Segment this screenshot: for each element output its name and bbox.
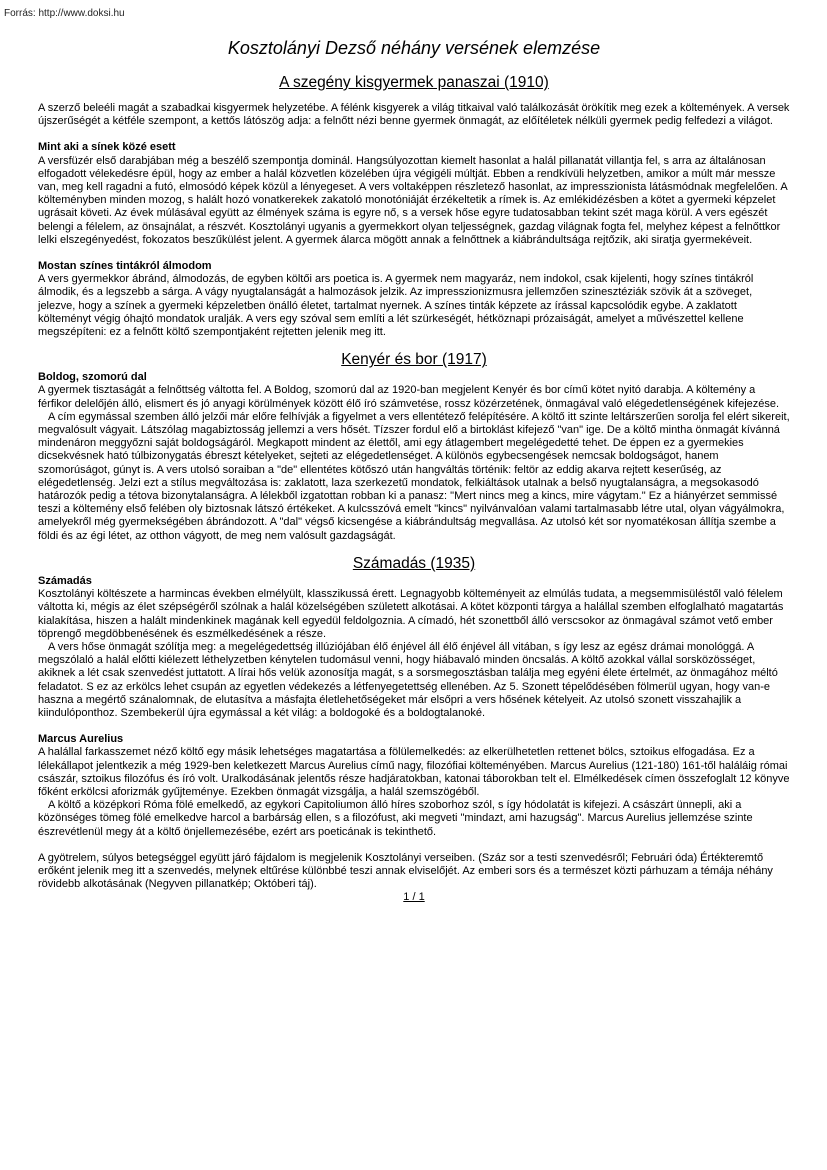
source-label: Forrás: http://www.doksi.hu <box>4 8 125 19</box>
poem-heading: Boldog, szomorú dal <box>38 371 147 384</box>
section-title: Kenyér és bor (1917) <box>341 351 487 369</box>
poem-heading: Mint aki a sínek közé esett <box>38 141 176 154</box>
page-indicator: 1 / 1 <box>403 891 425 904</box>
section-title: Számadás (1935) <box>352 554 476 572</box>
section-intro: A szerző beleéli magát a szabadkai kisgyermek helyzetébe. A félénk kisgyerek a világ titkaival való találkozását örökítik meg ezek a költemények. A versek újszerűségét a kétféle szempont, a kettős látószög adja: a felnőtt nézi benne gyermek önmagát, az előítéletek nélküli gyermek pedig felfedezi a világot. <box>38 102 790 128</box>
paragraph: A vers gyermekkor ábránd, álmodozás, de egyben költői ars poetica is. A gyermek nem magyaráz, nem indokol, csak kijelenti, hogy színes tintákról álmodik, és a legszebb a sárga. A vágy nyugtalanságát a halmozások jelzik. Az impresszionizmusra jellemzően szinesztéziák szövik át a szöveget, jelezve, hogy a színek a gyermeki képzeletben önálló életet, tartalmat nyernek. A színes tinták képzete az írással kapcsolódik egybe. A zaklatott költeményt végig óhajtó mondatok uralják. A vers egy szóval sem említi a lét szürkeségét, hétköznapi prózaiságát, amelyet a művészettel kellene megszépíteni: ez a felnőtt költő szempontjaként rejtetten jelenik meg itt. <box>38 273 754 339</box>
document-title: Kosztolányi Dezső néhány versének elemzése <box>227 38 601 58</box>
paragraph: A cím egymással szemben álló jelzői már előre felhívják a figyelmet a vers ellentétező felépítésére. A költő itt szinte leltárszerűen sorolja fel elért sikereit, megvalósult vágyait. Látszólag magabiztosság jellemzi a vers hősét. Tízszer fordul elő a birtoklást kifejező "van" ige. De a költő mintha önmagát kívánná mindenáron meggyőzni saját boldogságáról. Megkapott mindent az élettől, ami egy átlagembert megelégedetté tehet. De éppen ez a gyermekies dicsekvésnek ható túlbizonygatás ébreszt kételyeket, sejteti az elégedetlenséget. A különös egybecsengések nemcsak boldogságot, hanem szomorúságot, gúnyt is. A vers utolsó soraiban a "de" ellentétes kötőszó után hangváltás történik: feltör az eddig akarva rejtett keserűség, az elégedetlenség. Jelzi ezt a stílus megváltozása is: zaklatott, laza szerkezetű mondatok, felkiáltások utalnak a belső nyugtalanságra, a megsokasodó határozók pedig a tétova bizonytalanságra. A lélekből izgatottan robban ki a panasz: "Mert nincs meg a kincs, mire vágytam." Ez a hiányérzet semmissé teszi a költemény első felében oly biztosnak látszó értékeket. A kulcsszóvá emelt "kincs" nyilvánvalóan valami tartalmasabb létre utal, olyan vágyálmokra, amelyekről még gyermekségében ábrándozott. A "dal" végső kicsengése a kiábrándultság megvallása. Az utolsó két sor nyomatékosan állítja szembe a földi és az égi létet, az otthon vágyott, de meg nem valósult gazdagságát. <box>38 410 790 542</box>
paragraph: A költő a középkori Róma fölé emelkedő, az egykori Capitoliumon álló híres szoborhoz szól, s így hódolatát is kifejezi. A császárt ünnepli, aki a közönséges tömeg fölé emelkedve harcol a barbárság ellen, s a filozófust, aki megveti "mindazt, ami hazugság". Marcus Aurelius jellemzése szinte észrevétlenül megy át a költő önjellemezésébe, ezért ars poeticának is tekinthető. <box>38 799 753 838</box>
paragraph: A halállal farkasszemet néző költő egy másik lehetséges magatartása a fölülemelkedés: az elkerülhetetlen rettenet bölcs, sztoikus elfogadása. Ez a lélekállapot jelentkezik a még 1929-ben keletkezett Marcus Aurelius című nagy, filozófiai költeményében. Marcus Aurelius (121-180) 161-től haláláig római császár, sztoikus filozófus és író volt. Uralkodásának jelentős része hadjáratokban, katonai táborokban telt el. Elmélkedések címen összefoglalt 12 könyve főként erkölcsi aforizmák gyűjteménye. Ezekben önmagát vizsgálja, a halál szemszögéből. <box>38 746 790 798</box>
paragraph: A vers hőse önmagát szólítja meg: a megelégedettség illúziójában élő énjével áll élő énjével áll vitában, s így lesz az egész drámai monológgá. A megszólaló a halál előtti kiélezett léthelyzetben kénytelen tudomásul venni, hogy hiábavaló minden öncsalás. A költő azokkal vállal sorsközösséget, akiknek a lét csak szenvedést juttatott. A lírai hős velük azonosítja magát, s a sorsmegosztásban találja meg egyéni élete értelmét, az önmagához méltó feladatot. S ez az erkölcs lehet csupán az egyetlen védekezés a létfenyegetettség ellenében. Az 5. Szonett tépelődésében fölmerül ugyan, hogy van-e haszna a megértő szánalomnak, de elutasítva a másfajta életlehetőségeket már elsőpri a vers hősének kételyeit. Az utolsó szonett visszahajlik a kiindulóponthoz. Szembekerül újra egymással a két világ: a boldogoké és a boldogtalanoké. <box>38 640 778 719</box>
document-page <box>38 36 790 904</box>
poem-heading: Marcus Aurelius <box>38 733 124 746</box>
section-title: A szegény kisgyermek panaszai (1910) <box>279 74 549 91</box>
paragraph: A gyermek tisztaságát a felnőttség váltotta fel. A Boldog, szomorú dal az 1920-ban megjelent Kenyér és bor című kötet nyitó darabja. A költemény a férfikor delelőjén álló, elismert és jó anyagi körülmények között élő író számvetése, rossz közérzetének, önmagával való elégedetlenségének kifejezése. <box>38 384 780 410</box>
poem-heading: Mostan színes tintákról álmodom <box>38 260 212 273</box>
paragraph: Kosztolányi költészete a harmincas években elmélyült, klasszikussá érett. Legnagyobb költeményeit az elmúlás tudata, a megsemmisüléstől való félelem váltotta ki, mégis az élet szépségéről szólnak a halál közelségében született alkotásai. A kötet központi tárgya a halállal szemben elfoglalható magatartás kialakítása, hiszen a halált mindenkinek magának kell egyedül feldolgoznia. A címadó, hét szonettből álló verscsokor az önmagával számot vető ember töprengő megdöbbenésének és eszmélkedésének a része. <box>38 588 784 640</box>
closing-paragraph: A gyötrelem, súlyos betegséggel együtt járó fájdalom is megjelenik Kosztolányi verseiben. (Száz sor a testi szenvedésről; Februári óda) Értékteremtő erőként jelenik meg itt a szenvedés, melynek eltűrése különbbé teszi annak elviselőjét. Az emberi sors és a természet közti párhuzam a témája néhány rövidebb alkotásának (Negyven pillanatkép; Októberi táj). <box>38 851 773 891</box>
poem-heading: Számadás <box>38 574 92 587</box>
paragraph: A versfüzér első darabjában még a beszélő szempontja dominál. Hangsúlyozottan kiemelt hasonlat a halál pillanatát villantja fel, s arra az általánosan elfogadott vélekedésre épül, hogy az ember a halál közvetlen közelében újra végigéli múltját. Ebben a rendkívüli helyzetben, amikor a múlt már messze van, meg kell ragadni a futó, elmosódó képek közül a lényegeset. A vers voltaképpen részletező hasonlat, az impresszionista látásmódnak megfelelően. A költeményben minden mozog, s halált hozó vonatkerekek zakatoló monotóniáját érzékeltetik a rímek is. Az emlékidézésben a kötet a gyermeki képzelet ugrásait követi. Az évek múlásával együtt az élmények száma is egyre nő, s a versek hőse egyre tudatosabban tekint szét maga körül. A vers egészét belengi a félelem, az önsajnálat, a részvét. Kosztolányi ugyanis a gyermekkort olyan teljességnek, gazdag világnak fogta fel, melyhez képest a felnőttkor lelki elszegényedést, fokozatos beszűkülést jelent. A gyermek álarca mögött annak a felnőttnek a kiábrándultsága rejtőzik, aki siratja gyermekéveit. <box>38 154 788 246</box>
